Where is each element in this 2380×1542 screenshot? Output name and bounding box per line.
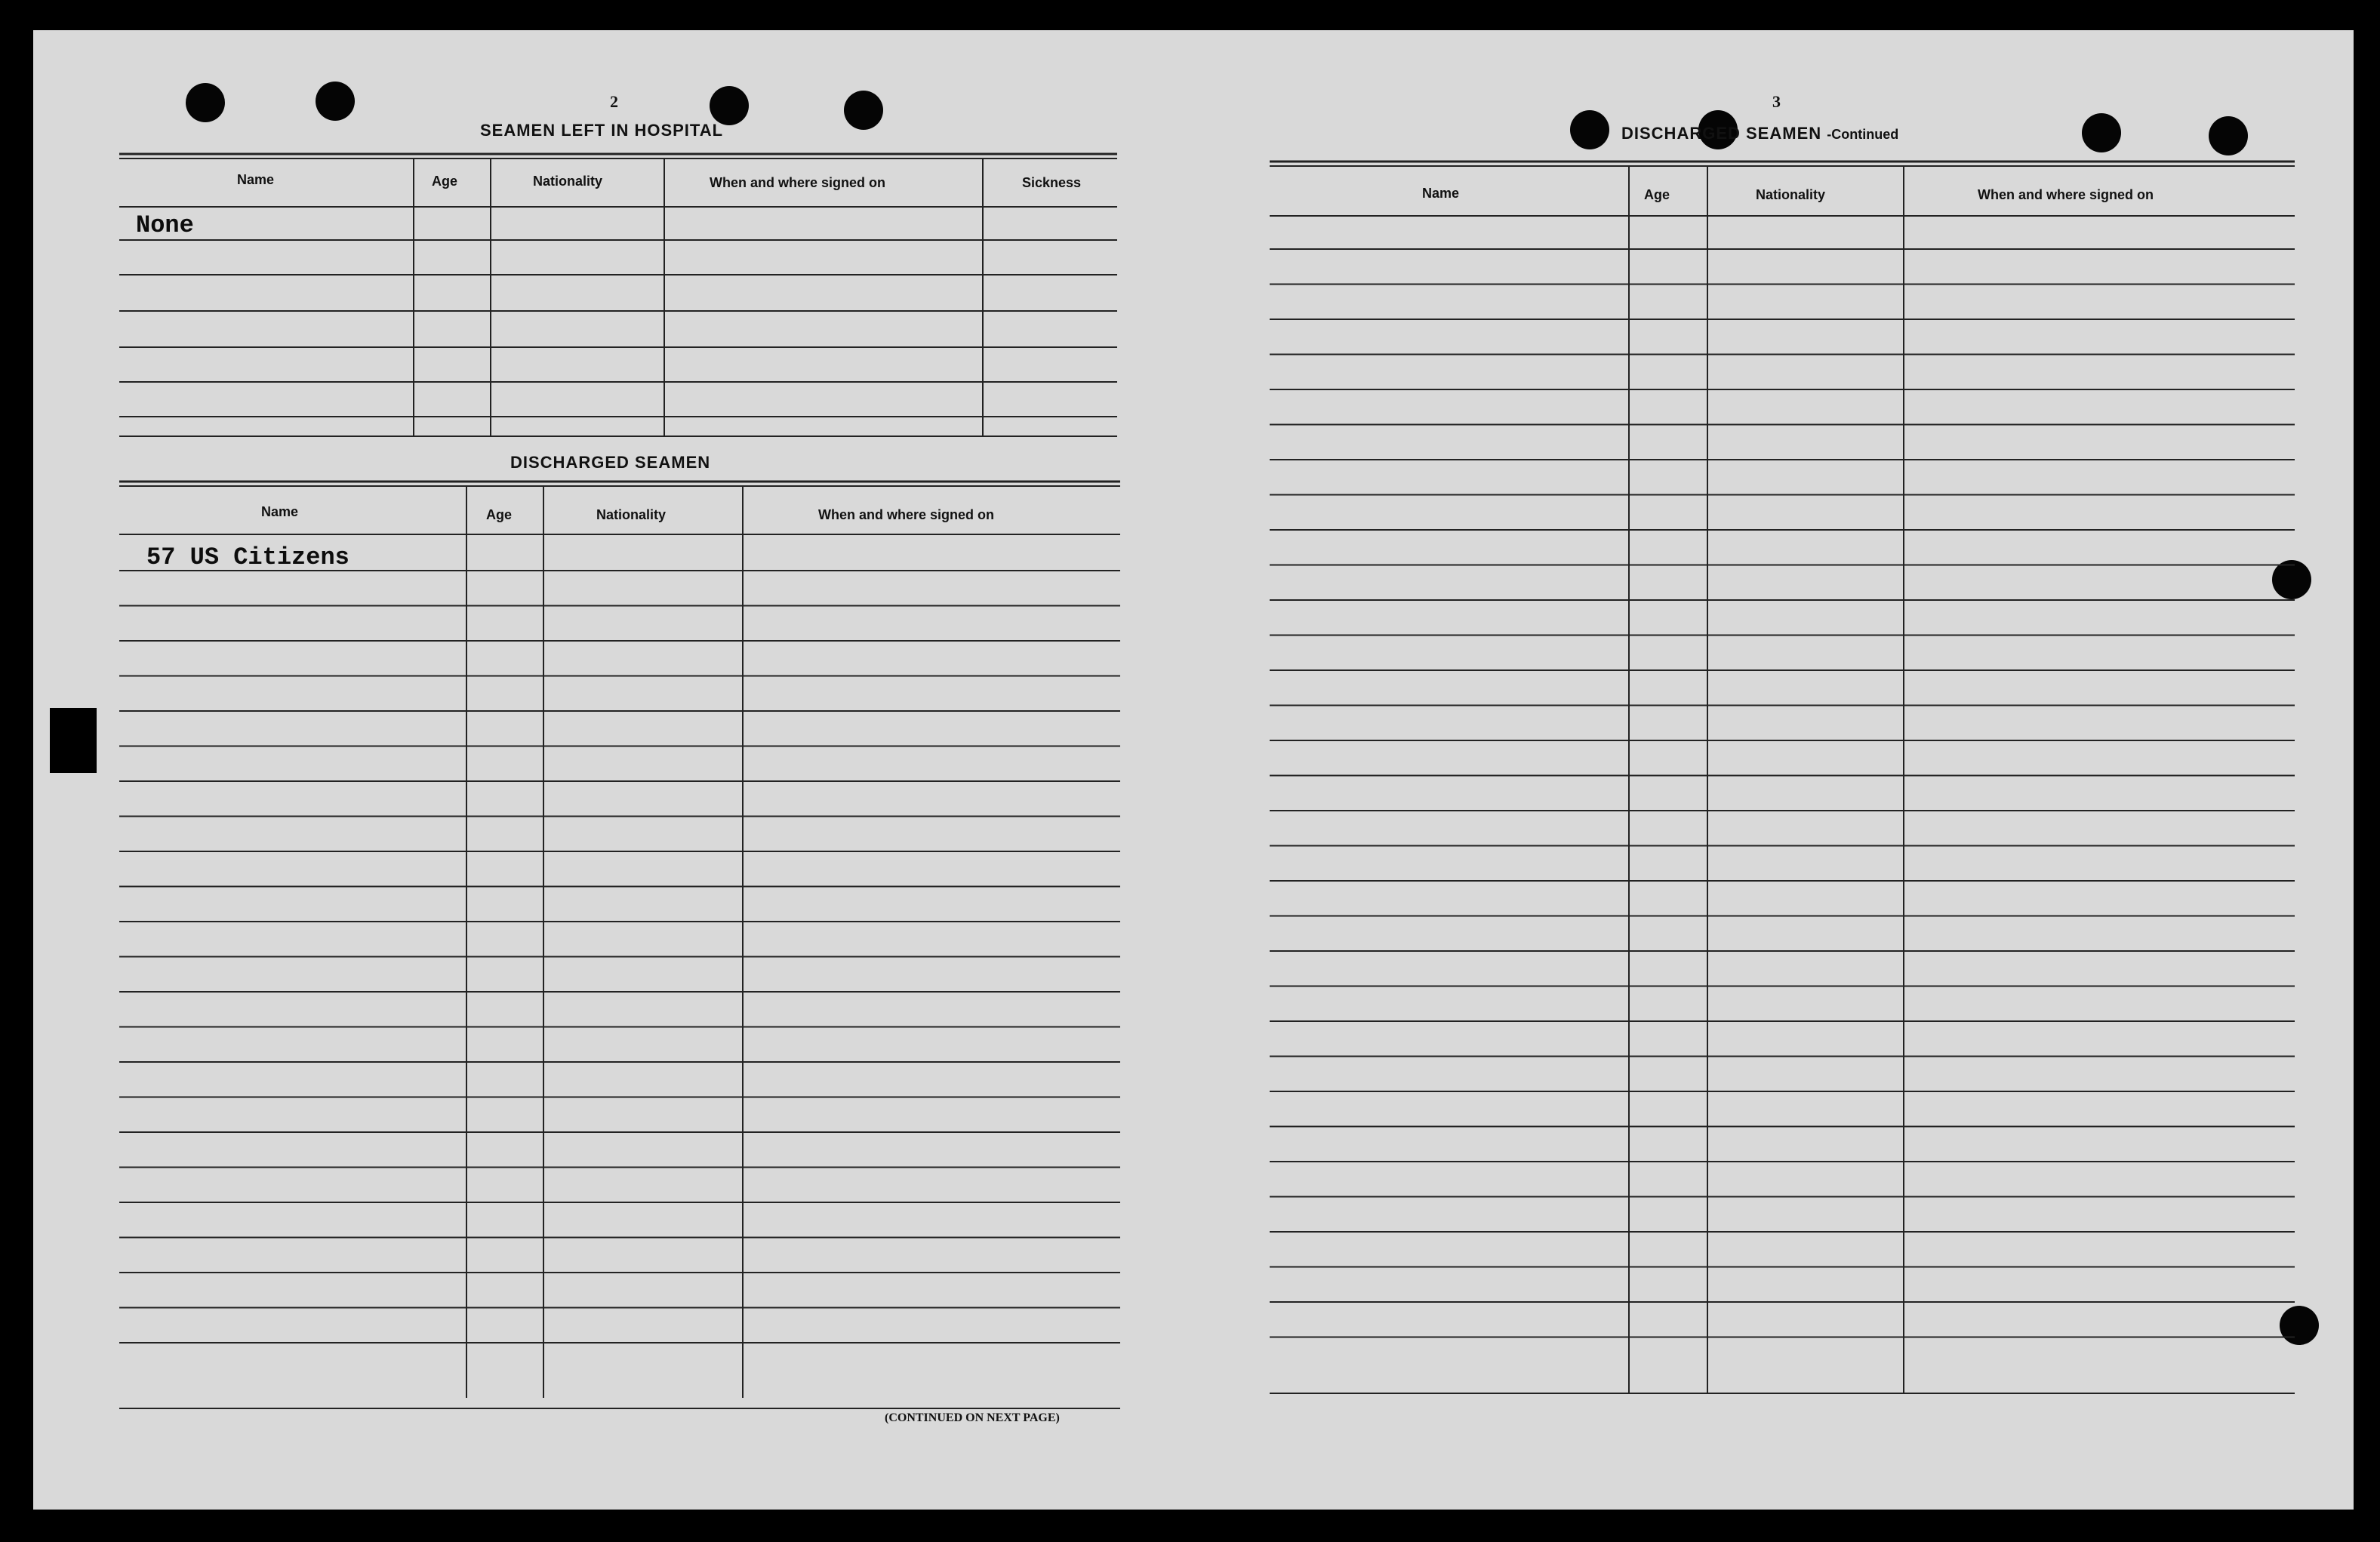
discharged-section-title: DISCHARGED SEAMEN — [510, 453, 711, 472]
hospital-col-name: Name — [237, 172, 275, 187]
hospital-entry: None — [136, 211, 194, 239]
hospital-col-sickness: Sickness — [1022, 175, 1082, 190]
right-col-signed-on: When and where signed on — [1978, 187, 2154, 202]
hospital-col-nationality: Nationality — [533, 174, 603, 189]
discharged-col-signed-on: When and where signed on — [818, 507, 995, 522]
right-page-number: 3 — [1772, 92, 1781, 111]
right-col-age: Age — [1644, 187, 1670, 202]
right-title-suffix: -Continued — [1827, 127, 1899, 142]
discharged-col-nationality: Nationality — [596, 507, 667, 522]
right-title-text: DISCHARGED SEAMEN — [1621, 124, 1822, 143]
discharged-entry: 57 US Citizens — [146, 543, 349, 571]
left-page-number: 2 — [610, 92, 618, 111]
discharged-col-name: Name — [261, 504, 299, 519]
hospital-col-age: Age — [432, 174, 458, 189]
right-col-nationality: Nationality — [1756, 187, 1826, 202]
hospital-col-signed-on: When and where signed on — [710, 175, 886, 190]
right-col-name: Name — [1422, 186, 1460, 201]
discharged-col-age: Age — [486, 507, 513, 522]
continued-footer: (CONTINUED ON NEXT PAGE) — [885, 1411, 1060, 1424]
hospital-section-title: SEAMEN LEFT IN HOSPITAL — [480, 121, 724, 140]
right-section-title — [1621, 124, 1898, 143]
